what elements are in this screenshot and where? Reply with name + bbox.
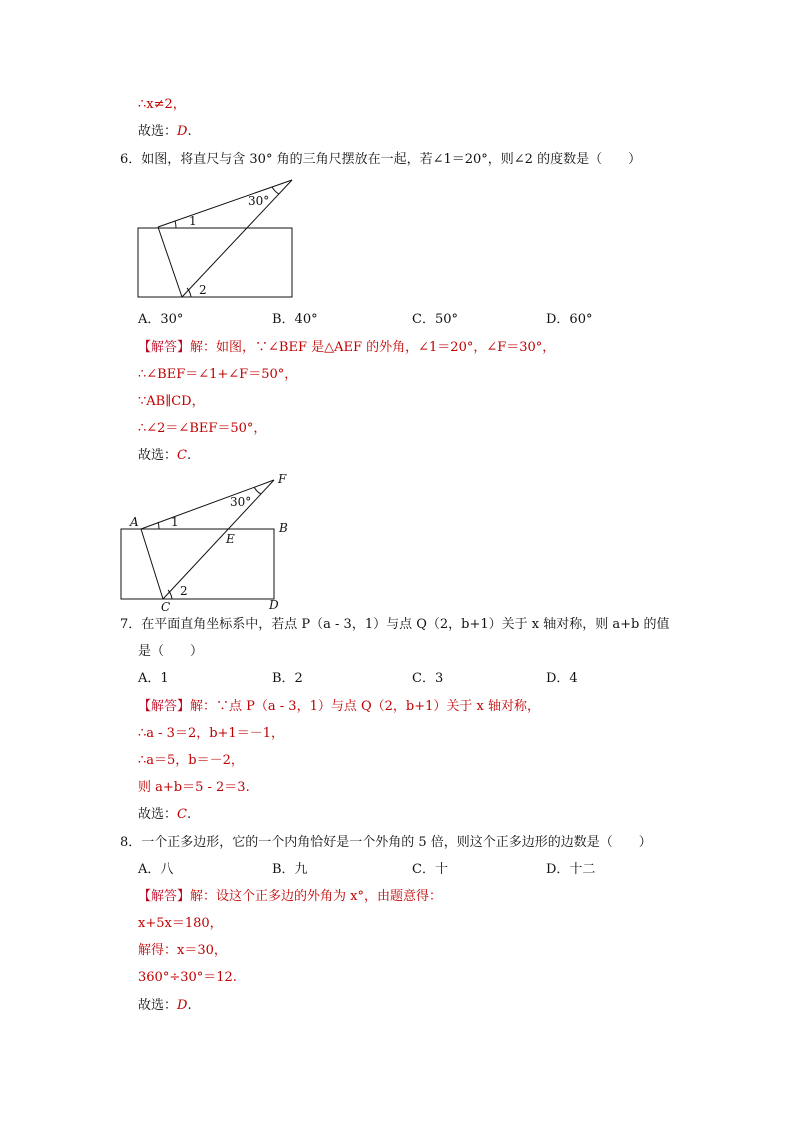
triangle-side-top [158, 180, 292, 227]
angle-2-label: 2 [199, 283, 207, 297]
q7-option-c: C．3 [412, 671, 444, 686]
point-D-label: D [269, 598, 279, 612]
solution-text: 解：∵点 P（a - 3，1）与点 Q（2，b+1）关于 x 轴对称， [190, 699, 540, 714]
q6-solution-line-2: ∴∠BEF＝∠1+∠F＝50°， [138, 367, 298, 382]
segment-CF [163, 480, 274, 599]
solution-tag: 【解答】 [138, 340, 191, 355]
prev-therefore-line: ∴x≠2， [138, 97, 186, 112]
q6-solution-line-4: ∴∠2＝∠BEF＝50°， [138, 421, 267, 436]
q8-solution-line-2: x+5x＝180， [138, 916, 223, 931]
choose-period: . [186, 448, 192, 463]
choose-answer: D [177, 124, 188, 139]
q8-solution-line-1 [138, 888, 442, 906]
choose-answer: C [177, 807, 187, 822]
solution-tag: 【解答】 [138, 699, 191, 714]
choose-period: . [187, 998, 192, 1013]
angle-30-label: 30° [248, 194, 270, 208]
q8-option-a: A．八 [138, 862, 174, 877]
point-F-label: F [278, 472, 287, 486]
angle-30-arc [254, 487, 261, 494]
q7-solution-line-2: ∴a - 3＝2，b+1＝－1， [138, 726, 284, 741]
angle-1-label: 1 [171, 515, 179, 529]
q7-solution-line-1 [138, 698, 540, 716]
prev-choose-line [138, 123, 192, 141]
point-B-label: B [279, 521, 288, 535]
triangle-hypotenuse [182, 180, 292, 297]
point-E-label: E [226, 532, 235, 546]
choose-period: . [186, 807, 192, 822]
q8-choose-line [138, 997, 192, 1015]
choose-label: 故选： [138, 807, 178, 822]
q6-option-d: D．60° [546, 312, 593, 327]
q8-solution-line-4: 360°÷30°＝12. [138, 970, 237, 985]
solution-tag: 【解答】 [138, 889, 191, 904]
q8-option-d: D．十二 [546, 862, 596, 877]
choose-label: 故选： [138, 998, 178, 1013]
choose-answer: C [177, 448, 187, 463]
solution-text: 解：设这个正多边的外角为 x°，由题意得： [190, 889, 442, 904]
segment-AC [141, 529, 163, 599]
q6-figure [130, 174, 310, 304]
q6-choose-line [138, 447, 191, 465]
q7-solution-line-4: 则 a+b＝5 - 2＝3. [138, 780, 250, 795]
choose-label: 故选： [138, 448, 178, 463]
q6-solution-line-1 [138, 339, 555, 357]
angle-1-label: 1 [189, 214, 197, 228]
choose-answer: D [177, 998, 188, 1013]
q6-solution-figure [114, 470, 304, 612]
q6-stem: 6．如图，将直尺与含 30° 角的三角尺摆放在一起，若∠1＝20°，则∠2 的度数是（ ） [120, 152, 642, 167]
q6-solution-line-3: ∵AB∥CD， [138, 394, 205, 409]
q7-stem-line-2: 是（ ） [138, 644, 204, 659]
angle-30-arc [272, 187, 279, 194]
q8-stem: 8．一个正多边形，它的一个内角恰好是一个外角的 5 倍，则这个正多边形的边数是（ ） [120, 835, 652, 850]
solution-text: 解：如图，∵∠BEF 是△AEF 的外角，∠1＝20°，∠F＝30°， [190, 340, 556, 355]
q6-option-b: B．40° [272, 312, 318, 327]
q8-solution-line-3: 解得：x＝30， [138, 943, 227, 958]
q7-stem-line-1: 7．在平面直角坐标系中，若点 P（a - 3，1）与点 Q（2，b+1）关于 x 轴对称，则 a+b 的值 [120, 617, 670, 632]
q8-option-c: C．十 [412, 862, 448, 877]
triangle-side-left [158, 227, 182, 297]
q7-option-d: D．4 [546, 671, 578, 686]
point-A-label: A [130, 515, 139, 529]
q6-option-c: C．50° [412, 312, 458, 327]
choose-label: 故选： [138, 124, 178, 139]
q8-option-b: B．九 [272, 862, 308, 877]
point-C-label: C [161, 600, 171, 612]
q6-option-a: A．30° [138, 312, 184, 327]
angle-30-label: 30° [230, 495, 252, 509]
choose-period: . [187, 124, 192, 139]
angle-2-label: 2 [180, 584, 188, 598]
angle-1-arc [158, 522, 159, 529]
q7-choose-line [138, 806, 191, 824]
angle-1-arc [175, 221, 176, 228]
q7-option-a: A．1 [138, 671, 169, 686]
q7-solution-line-3: ∴a＝5，b＝－2， [138, 753, 244, 768]
q7-option-b: B．2 [272, 671, 303, 686]
